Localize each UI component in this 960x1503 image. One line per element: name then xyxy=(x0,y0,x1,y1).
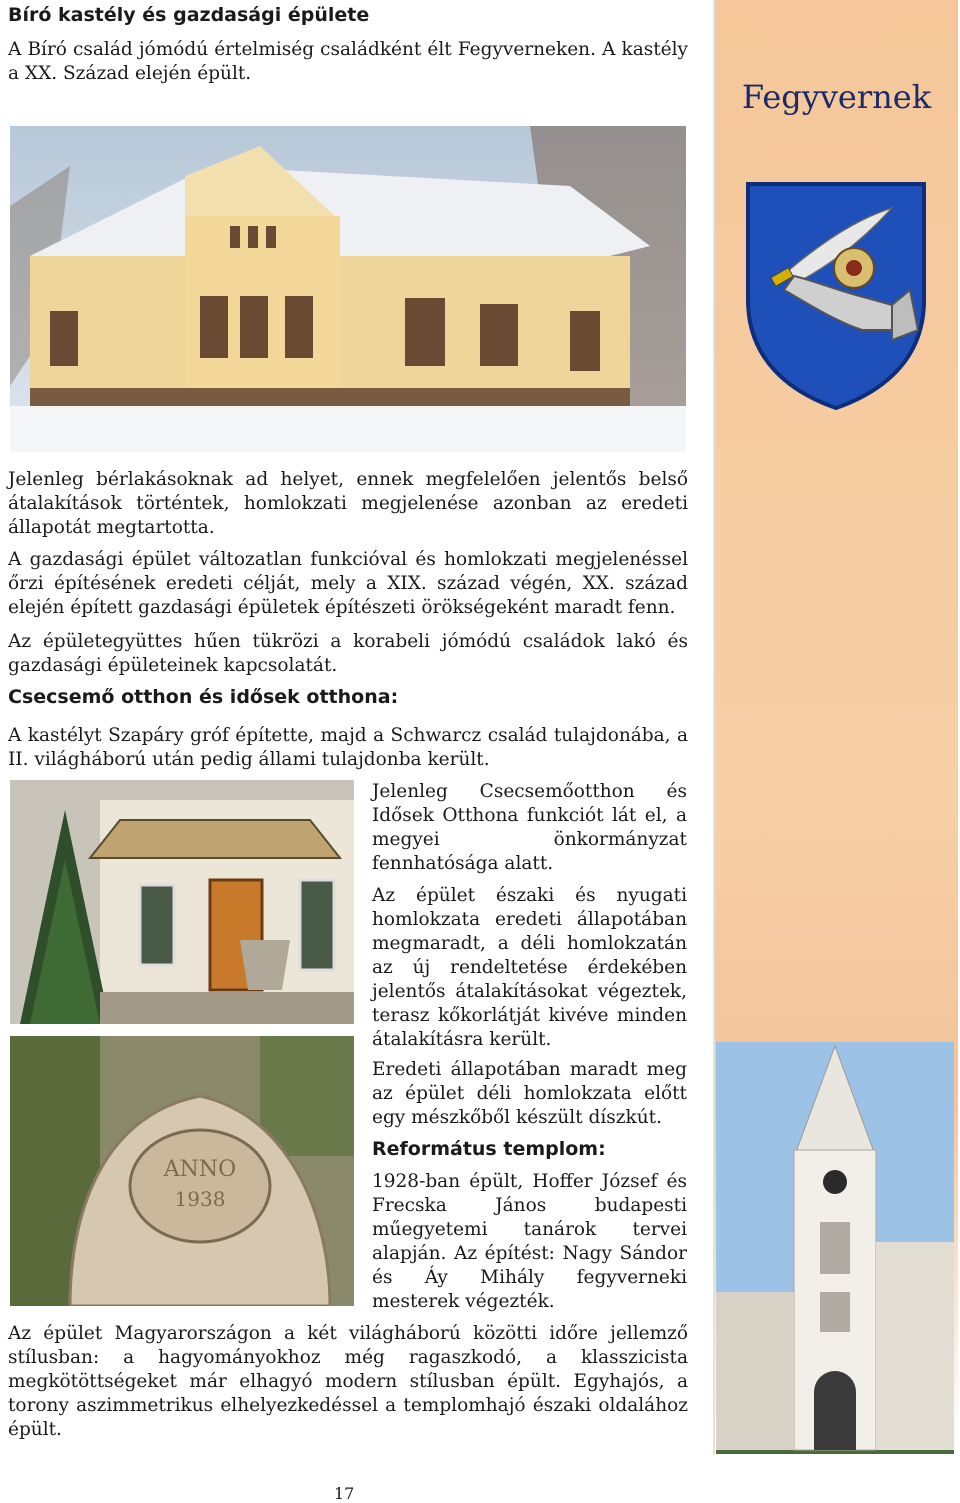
nursery-paragraph-2: Jelenleg Csecsemőotthon és Idősek Otthona funkciót lát el, a megyei önkormányzat fennhatósága alatt. xyxy=(372,781,687,874)
castle-paragraph-2: A gazdasági épület változatlan funkcióval és homlokzati megjelenéssel őrzi építésének eredeti célját, mely a XIX. század végén, XX. század elején épített gazdasági épületek építészeti örökségeként maradt fenn. xyxy=(8,549,688,618)
nursery-paragraph-3: Az épület északi és nyugati homlokzata eredeti állapotában megmaradt, a déli homlokzatán az új rendeltetése érdekében jelentős átalakításokat végeztek, terasz kőkorlátját kivéve minden átalakításra került. xyxy=(372,885,687,1050)
entrance-photo xyxy=(10,780,354,1024)
town-title: Fegyvernek xyxy=(741,78,932,116)
church-paragraph-2: Az épület Magyarországon a két világháború közötti időre jellemző stílusban: a hagyományokhoz még ragaszkodó, a klasszicista megkötöttségeket már elhagyó modern stílusban épült. Egyhajós, a torony aszimmetrikus elhelyezkedéssel a templomhajó északi oldalához épült. xyxy=(8,1323,688,1440)
memorial-inscription-year: 1938 xyxy=(174,1187,226,1211)
church-photo xyxy=(716,1042,954,1454)
coat-of-arms-icon xyxy=(742,180,930,412)
page-number: 17 xyxy=(334,1484,355,1503)
nursery-paragraph-1: A kastélyt Szapáry gróf építette, majd a Schwarcz család tulajdonába, a II. világháború után pedig állami tulajdonba került. xyxy=(8,725,688,770)
church-title: Református templom: xyxy=(372,1138,606,1160)
church-paragraph-1: 1928-ban épült, Hoffer József és Frecska János budapesti műegyetemi tanárok tervei alapján. Az építést: Nagy Sándor és Áy Mihály fegyverneki mesterek végezték. xyxy=(372,1171,687,1312)
castle-intro: A Bíró család jómódú értelmiség családként élt Fegyverneken. A kastély a XX. Század elején épült. xyxy=(8,39,688,84)
castle-photo xyxy=(10,126,686,452)
castle-paragraph-1: Jelenleg bérlakásoknak ad helyet, ennek megfelelően jelentős belső átalakítások történtek, homlokzati megjelenése azonban az eredeti állapotát megtartotta. xyxy=(8,469,688,538)
castle-paragraph-3: Az épületegyüttes hűen tükrözi a korabeli jómódú családok lakó és gazdasági épületeinek kapcsolatát. xyxy=(8,631,688,676)
memorial-inscription-anno: ANNO xyxy=(163,1157,237,1182)
castle-title: Bíró kastély és gazdasági épülete xyxy=(8,4,370,26)
nursery-paragraph-4: Eredeti állapotában maradt meg az épület déli homlokzata előtt egy mészkőből készült díszkút. xyxy=(372,1059,687,1128)
memorial-photo xyxy=(10,1036,354,1306)
nursery-title: Csecsemő otthon és idősek otthona: xyxy=(8,686,399,708)
